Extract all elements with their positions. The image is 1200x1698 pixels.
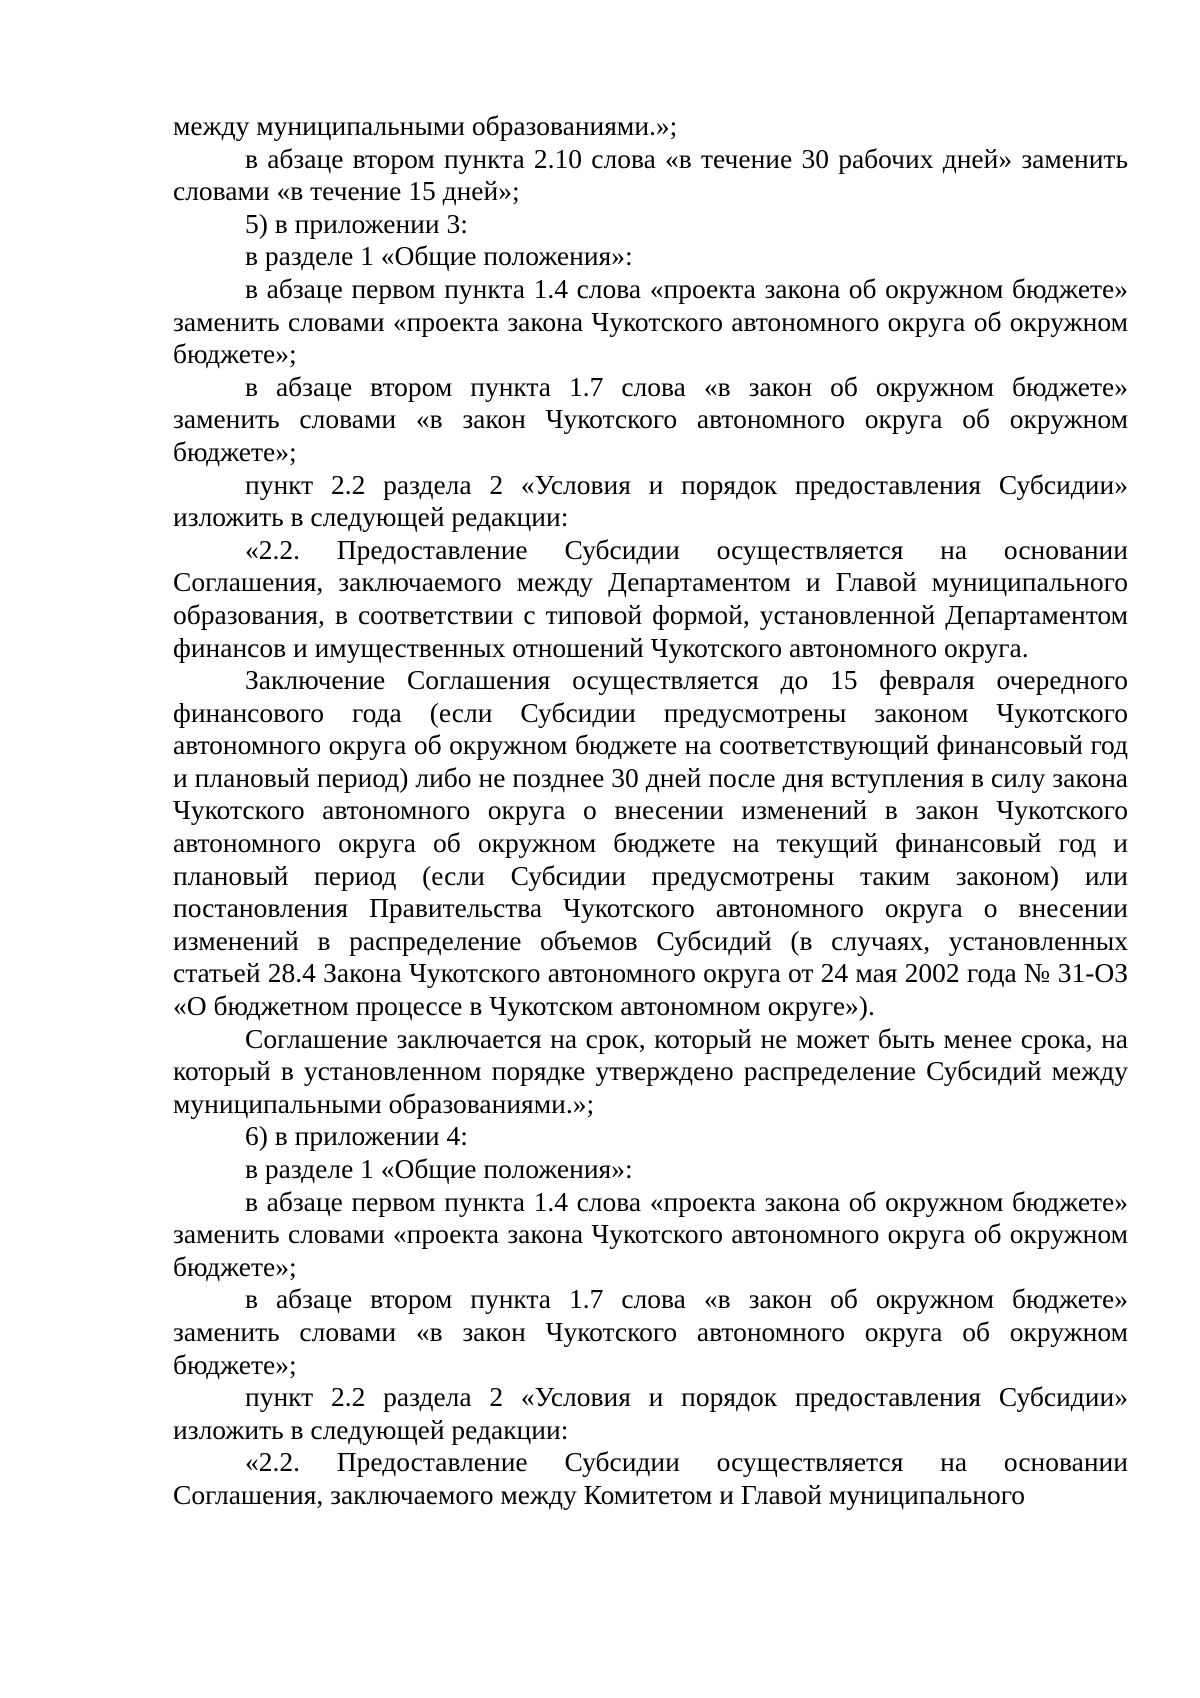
paragraph-new-2-2: «2.2. Предоставление Субсидии осуществляется на основании Соглашения, заключаемого между Департаментом и Главой муниципального образования, в соответствии с типовой формой, установленной Департаментом финансов и имущественных отношений Чукотского автономного округа.	[173, 533, 1128, 663]
paragraph-section-1: в разделе 1 «Общие положения»:	[245, 240, 633, 272]
paragraph-amendment-1-7-b: в абзаце втором пункта 1.7 слова «в закон об окружном бюджете» заменить словами «в закон Чукотского автономного округа об окружном бюджете»;	[173, 1283, 1128, 1380]
paragraph-amendment-1-4-b: в абзаце первом пункта 1.4 слова «проекта закона об окружном бюджете» заменить словами «проекта закона Чукотского автономного округа об окружном бюджете»;	[173, 1185, 1128, 1282]
paragraph-amendment-1-4: в абзаце первом пункта 1.4 слова «проекта закона об окружном бюджете» заменить словами «проекта закона Чукотского автономного округа об окружном бюджете»;	[173, 272, 1128, 370]
paragraph-point-2-2-b: пункт 2.2 раздела 2 «Условия и порядок предоставления Субсидии» изложить в следующей редакции:	[173, 1381, 1128, 1445]
paragraph-item-6: 6) в приложении 4:	[245, 1120, 468, 1152]
paragraph-item-5: 5) в приложении 3:	[245, 207, 468, 239]
paragraph-amendment-1-7: в абзаце втором пункта 1.7 слова «в закон об окружном бюджете» заменить словами «в закон Чукотского автономного округа об окружном бюджете»;	[173, 370, 1128, 467]
paragraph-agreement-conclusion: Заключение Соглашения осуществляется до 15 февраля очередного финансового года (если Субсидии предусмотрены законом Чукотского автономного округа об окружном бюджете на соответствующий финансовый год и плановый период) либо не позднее 30 дней после дня вступления в силу закона Чукотского автономного округа о внесении изменений в закон Чукотского автономного округа об окружном бюджете на текущий финансовый год и плановый период (если Субсидии предусмотрены таким законом) или постановления Правительства Чукотского автономного округа о внесении изменений в распределение объемов Субсидий (в случаях, установленных статьей 28.4 Закона Чукотского автономного округа от 24 мая 2002 года № 31-ОЗ «О бюджетном процессе в Чукотском автономном округе»).	[173, 664, 1128, 1022]
paragraph-continuation: между муниципальными образованиями.»;	[173, 110, 678, 141]
paragraph-amendment-2-10: в абзаце втором пункта 2.10 слова «в течение 30 рабочих дней» заменить словами «в течение 15 дней»;	[173, 142, 1128, 207]
paragraph-new-2-2-b: «2.2. Предоставление Субсидии осуществляется на основании Соглашения, заключаемого между Комитетом и Главой муниципального	[173, 1446, 1128, 1510]
document-body	[173, 110, 1128, 1512]
paragraph-point-2-2: пункт 2.2 раздела 2 «Условия и порядок предоставления Субсидии» изложить в следующей редакции:	[173, 468, 1128, 533]
paragraph-section-1-b: в разделе 1 «Общие положения»:	[245, 1153, 633, 1184]
paragraph-agreement-term: Соглашение заключается на срок, который не может быть менее срока, на который в установленном порядке утверждено распределение Субсидий между муниципальными образованиями.»;	[173, 1022, 1128, 1119]
